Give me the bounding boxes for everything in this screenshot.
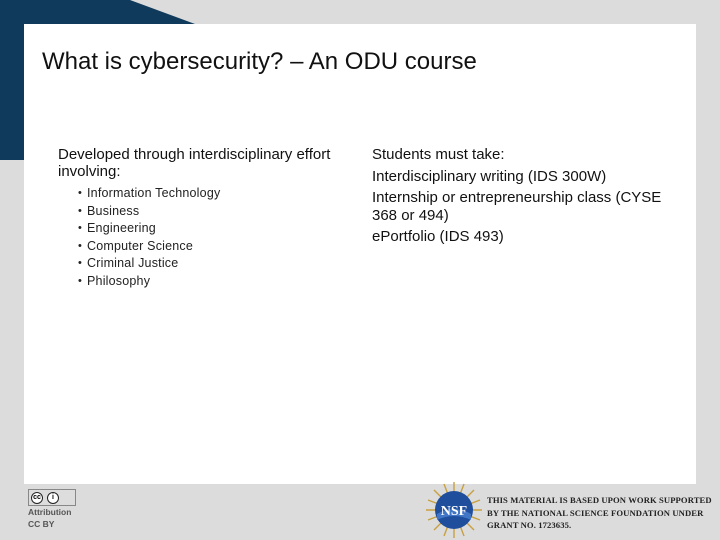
list-item: • Philosophy (78, 273, 348, 291)
right-column (372, 146, 672, 246)
list-item: • Criminal Justice (78, 255, 348, 273)
cc-circle-icon: cc (31, 492, 43, 504)
list-item: • Business (78, 203, 348, 221)
bullet-icon: • (78, 274, 83, 287)
slide-title: What is cybersecurity? – An ODU course (42, 48, 477, 75)
license-label: CC BY (28, 519, 55, 529)
left-intro-text: Developed through interdisciplinary effort involving: (58, 146, 331, 180)
nsf-grant-statement: THIS MATERIAL IS BASED UPON WORK SUPPORTED BY THE NATIONAL SCIENCE FOUNDATION UNDER GRANT NO. 1723635. (487, 495, 712, 530)
bullet-icon: • (78, 257, 83, 269)
list-item: • Computer Science (78, 238, 348, 256)
bullet-icon: • (78, 239, 83, 252)
requirement-item: Internship or entrepreneurship class (CYSE 368 or 494) (372, 189, 662, 224)
attribution-label: Attribution (28, 507, 72, 517)
person-icon: i (47, 492, 59, 504)
bullet-icon: • (78, 204, 83, 217)
cc-by-badge[interactable] (28, 489, 78, 533)
nsf-logo-icon (424, 480, 484, 540)
left-column (58, 146, 348, 290)
list-item: • Information Technology (78, 185, 348, 203)
requirement-item: ePortfolio (IDS 493) (372, 228, 504, 245)
discipline-list (58, 185, 348, 290)
requirements-heading: Students must take: (372, 146, 505, 163)
requirement-item: Interdisciplinary writing (IDS 300W) (372, 167, 607, 185)
bullet-icon: • (78, 187, 83, 199)
creative-commons-icon (28, 489, 76, 506)
list-item: • Engineering (78, 220, 348, 238)
bullet-icon: • (78, 222, 83, 234)
nsf-logo-text: NSF (440, 504, 468, 519)
